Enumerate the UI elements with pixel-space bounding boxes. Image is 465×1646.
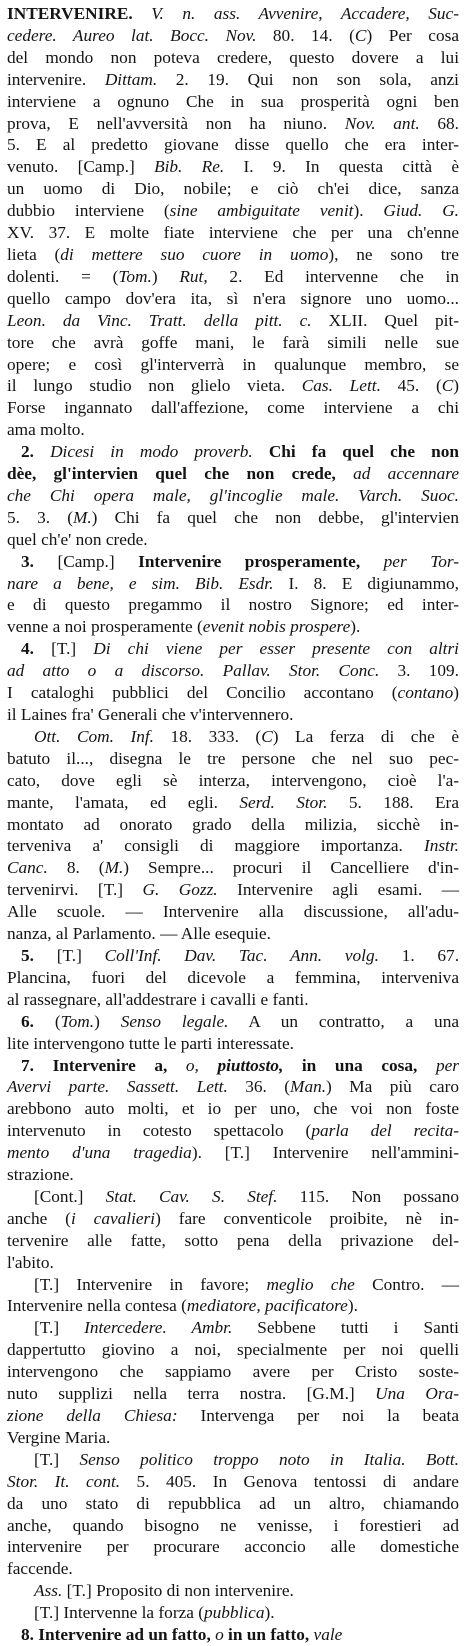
- text-run: ) Ma più caro: [326, 1077, 459, 1097]
- sense-7-favor: [7, 1274, 459, 1318]
- text-run: Plancina, fuori del dicevole a femmina, interveniva: [7, 967, 459, 987]
- text-run: ). [T.] Intervenire nell'ammini-: [191, 1143, 459, 1163]
- text-run: C: [261, 726, 273, 746]
- text-run: dèe, gl'intervien quel che non crede,: [7, 464, 336, 484]
- text-run: ), ne sono tre: [328, 244, 459, 264]
- text-run: 3. 109.: [379, 661, 459, 681]
- text-line: [7, 638, 459, 660]
- text-line: [7, 594, 459, 616]
- text-line: [7, 1515, 459, 1537]
- text-run: in una cosa,: [283, 1055, 418, 1075]
- text-run: [T.] Intervenire in favore;: [34, 1274, 267, 1294]
- text-run: che Chi opera male, gl'incoglie male. Varch. Suoc.: [7, 485, 459, 505]
- text-line: [7, 923, 459, 945]
- sense-7-intercede: [7, 1317, 459, 1448]
- text-line: [7, 441, 459, 463]
- text-run: e di questo pregammo il nostro Signore; ed inter-: [7, 595, 459, 615]
- text-line: [7, 1164, 459, 1186]
- text-line: [7, 967, 459, 989]
- text-run: V. n. ass. Avvenire, Accadere, Suc-: [151, 4, 459, 23]
- text-line: [7, 113, 459, 135]
- text-run: ) La ferza di che è: [272, 726, 460, 746]
- text-run: cedere. Aureo lat. Bocc. Nov.: [7, 25, 257, 45]
- text-run: Intervenire agli esami. —: [217, 880, 460, 900]
- text-run: Una Ora-: [375, 1384, 460, 1404]
- text-run: nare a bene, e sim. Bib. Esdr.: [7, 573, 274, 593]
- sense-6: [7, 1011, 459, 1055]
- text-run: batuto il..., disegna le tre persone che nel suo pec-: [7, 748, 459, 768]
- text-run: tore che avrà goffe mani, le farà simili nelle sue: [7, 332, 459, 352]
- text-line: [7, 770, 459, 792]
- text-line: [7, 288, 459, 310]
- text-line: [7, 814, 459, 836]
- text-line: [7, 857, 459, 879]
- text-run: dolenti. = (: [7, 266, 119, 286]
- text-run: 115. Non possano: [277, 1186, 460, 1206]
- text-run: M.: [104, 858, 124, 878]
- text-run: 2.: [21, 442, 51, 462]
- text-line: [7, 748, 459, 770]
- text-run: I. 9. In questa città è: [224, 157, 460, 177]
- text-line: [7, 682, 459, 704]
- text-line: [7, 134, 459, 156]
- text-line: [7, 1252, 459, 1274]
- text-run: XLII. Quel pit-: [311, 310, 460, 330]
- text-run: 45. (: [380, 376, 442, 396]
- text-run: prova, E nell'avversità non ha niuno.: [7, 113, 345, 133]
- text-line: [7, 485, 459, 507]
- text-run: piuttosto,: [217, 1055, 284, 1075]
- text-run: Canc.: [7, 858, 48, 878]
- text-line: [7, 178, 459, 200]
- text-run: lite intervengono tutte le parti interessate.: [7, 1033, 294, 1053]
- text-run: quel ch'e' non crede.: [7, 529, 148, 549]
- text-run: Intervenire nella contesa (: [7, 1296, 187, 1316]
- text-run: Stor. It. cont.: [7, 1471, 121, 1491]
- text-run: Avervi parte. Sassett. Lett.: [7, 1077, 228, 1097]
- text-run: 8. (: [47, 858, 105, 878]
- text-run: G. Gozz.: [142, 880, 218, 900]
- text-line: [7, 726, 459, 748]
- text-line: [7, 91, 459, 113]
- text-line: [7, 1142, 459, 1164]
- text-line: [7, 200, 459, 222]
- text-run: Instr.: [423, 836, 459, 856]
- text-run: di mettere suo cuore in uomo: [60, 244, 329, 264]
- text-run: 18. 333. (: [153, 726, 262, 746]
- text-run: tervenirvi. [T.]: [7, 880, 143, 900]
- sense-3: [7, 551, 459, 639]
- text-line: [7, 1076, 459, 1098]
- text-run: anche (: [7, 1208, 71, 1228]
- text-run: o: [210, 1625, 229, 1645]
- text-line: [7, 879, 459, 901]
- text-line: [7, 47, 459, 69]
- text-run: ad atto o a discorso. Pallav. Stor. Conc.: [7, 661, 380, 681]
- text-run: INTERVENIRE.: [7, 4, 133, 23]
- text-run: dubbio interviene (: [7, 201, 170, 221]
- text-line: [7, 69, 459, 91]
- text-run: Di chi viene per esser presente con altri: [93, 639, 459, 659]
- text-run: nuto supplizi nella terra nostra. [G.M.]: [7, 1384, 376, 1404]
- text-run: ): [151, 266, 180, 286]
- text-run: Chi fa quel che non: [252, 442, 459, 462]
- text-run: C: [354, 25, 367, 45]
- text-run: 36. (: [227, 1077, 291, 1097]
- text-line: [7, 332, 459, 354]
- text-run: arebbono auto molti, et io per uno, che voi non foste: [7, 1099, 459, 1119]
- text-run: 5. 405. In Genova tentossi di andare: [120, 1471, 459, 1491]
- text-run: [T.]: [56, 945, 105, 965]
- text-run: ) Sempre... procuri il Cancelliere d'in-: [123, 858, 459, 878]
- sense-7-absolute: [7, 1580, 459, 1602]
- text-run: dappertutto giovino a noi, specialmente per noi quelli: [7, 1340, 459, 1360]
- text-run: mento d'una tragedia: [7, 1143, 192, 1163]
- text-line: [7, 616, 459, 638]
- text-line: [7, 1536, 459, 1558]
- text-run: M.: [72, 507, 92, 527]
- text-line: [7, 463, 459, 485]
- text-line: [7, 529, 459, 551]
- text-run: al rassegnare, all'addestrare i cavalli e fanti.: [7, 989, 309, 1009]
- text-run: parla del recita-: [311, 1121, 459, 1141]
- text-line: [7, 419, 459, 441]
- text-run: Tom.: [118, 266, 152, 286]
- text-line: [7, 266, 459, 288]
- sense-5: [7, 945, 459, 1011]
- text-line: [7, 397, 459, 419]
- text-run: [Camp.]: [57, 551, 139, 571]
- text-line: [7, 704, 459, 726]
- text-line: [7, 1602, 459, 1624]
- text-run: del mondo non poteva credere, questo dovere a lui: [7, 47, 459, 67]
- text-line: [7, 835, 459, 857]
- sense-7-force: [7, 1602, 459, 1624]
- text-run: Coll'Inf. Dav. Tac. Ann. volg.: [104, 945, 379, 965]
- text-line: [7, 1033, 459, 1055]
- text-run: Intervenga per noi la beata: [177, 1406, 459, 1425]
- entry-intro: [7, 3, 459, 441]
- text-run: il lungo studio non glielo vieta.: [7, 376, 302, 396]
- text-run: [T.]: [51, 639, 94, 659]
- text-run: Senso politico troppo noto in Italia. Bott.: [79, 1449, 459, 1469]
- text-run: un uomo di Dio, nobile; e ciò ch'ei dice, sanza: [7, 179, 459, 199]
- text-line: [7, 1011, 459, 1033]
- text-line: [7, 1405, 459, 1427]
- text-run: Giud. G.: [383, 201, 460, 221]
- text-run: sine ambiguitate venit: [169, 201, 354, 221]
- text-run: Dittam.: [104, 69, 158, 89]
- text-line: [7, 1580, 459, 1602]
- text-run: [133, 4, 152, 23]
- sense-4-citations: [7, 726, 459, 945]
- text-run: ) Chi fa quel che non debbe, gl'intervien: [91, 507, 459, 527]
- text-run: meglio che: [266, 1274, 355, 1294]
- text-run: [T.] Intervenne la forza (: [34, 1603, 204, 1623]
- text-run: [T.]: [34, 1449, 80, 1469]
- text-run: intervenire per procurare acconcio alle domestiche: [7, 1537, 459, 1557]
- text-run: Ott. Com. Inf.: [34, 726, 154, 746]
- text-line: [7, 354, 459, 376]
- text-run: 5. 3. (: [7, 507, 73, 527]
- text-run: faccende.: [7, 1559, 73, 1579]
- text-run: da uno stato di repubblica ad un altro, chiamando: [7, 1493, 459, 1513]
- text-run: Contro. —: [354, 1274, 459, 1294]
- text-line: [7, 1208, 459, 1230]
- text-run: Stat. Cav. S. Stef.: [105, 1186, 278, 1206]
- text-run: ): [94, 1011, 121, 1031]
- sense-7-political: [7, 1449, 459, 1580]
- text-line: [7, 901, 459, 923]
- text-run: ama molto.: [7, 420, 85, 440]
- text-run: C: [441, 376, 454, 396]
- text-line: [7, 1055, 459, 1077]
- text-run: cato, dove egli sè interza, intervengono, cioè l'a-: [7, 770, 459, 790]
- text-run: Alle scuole. — Intervenire alla discussione, all'adu-: [7, 902, 459, 922]
- text-run: mante, l'amata, ed egli.: [7, 792, 240, 812]
- text-line: [7, 1624, 459, 1646]
- text-line: [7, 945, 459, 967]
- text-run: 5.: [21, 945, 57, 965]
- text-line: [7, 310, 459, 332]
- text-line: [7, 1427, 459, 1449]
- text-run: ).: [347, 1296, 358, 1316]
- text-line: [7, 1471, 459, 1493]
- text-run: ).: [353, 201, 384, 221]
- text-line: [7, 1493, 459, 1515]
- text-run: venne a noi prosperamente (: [7, 617, 203, 637]
- text-run: intervenire.: [7, 69, 105, 89]
- text-run: il Laines fra' Generali che v'intervennero.: [7, 705, 294, 724]
- text-run: Intervenire prosperamente,: [138, 551, 361, 571]
- text-run: Tom.: [60, 1011, 95, 1031]
- text-line: [7, 3, 459, 25]
- text-run: Intercedere. Ambr.: [84, 1318, 233, 1338]
- text-run: 68.: [419, 113, 459, 133]
- text-run: XV. 37. E molte fiate interviene che per una ch'enne: [7, 223, 459, 243]
- text-run: ).: [264, 1603, 275, 1623]
- sense-2: [7, 441, 459, 551]
- text-run: ) Per cosa: [366, 25, 459, 45]
- text-run: Forse ingannato dall'affezione, come interviene a chi: [7, 398, 459, 418]
- text-line: [7, 989, 459, 1011]
- text-run: ) fare conventicole proibite, nè in-: [155, 1208, 460, 1228]
- text-run: strazione.: [7, 1165, 74, 1185]
- text-run: Ass.: [34, 1581, 63, 1601]
- text-run: Leon. da Vinc. Tratt. della pitt. c.: [7, 310, 312, 330]
- text-run: [T.] Proposito di non intervenire.: [62, 1581, 294, 1601]
- text-line: [7, 1361, 459, 1383]
- text-run: 1. 67.: [378, 945, 460, 965]
- text-run: per Tor-: [360, 551, 459, 571]
- text-run: Cas. Lett.: [301, 376, 381, 396]
- text-line: [7, 1449, 459, 1471]
- sense-7-statute: [7, 1186, 459, 1274]
- text-line: [7, 1558, 459, 1580]
- text-run: intervengono che sappiamo avere per Cristo soste-: [7, 1362, 459, 1382]
- text-run: venuto. [Camp.]: [7, 157, 155, 177]
- text-line: [7, 551, 459, 573]
- text-line: [7, 1295, 459, 1317]
- text-run: l'abito.: [7, 1252, 54, 1272]
- text-run: in un fatto,: [228, 1625, 310, 1645]
- text-run: mediatore, pacificatore: [186, 1296, 348, 1316]
- text-run: [Cont.]: [34, 1186, 106, 1206]
- text-line: [7, 156, 459, 178]
- text-line: [7, 792, 459, 814]
- text-run: ).: [350, 617, 361, 637]
- text-line: [7, 573, 459, 595]
- dictionary-page: [7, 3, 460, 1645]
- text-run: vale: [309, 1625, 343, 1645]
- text-line: [7, 222, 459, 244]
- text-line: [7, 1339, 459, 1361]
- text-line: [7, 1230, 459, 1252]
- text-run: Bib. Re.: [154, 157, 225, 177]
- sense-4: [7, 638, 459, 726]
- text-run: lieta (: [7, 244, 61, 264]
- text-run: 4.: [21, 639, 52, 659]
- text-run: Man.: [290, 1077, 327, 1097]
- text-run: 5. E al predetto giovane disse quello che era inter-: [7, 135, 459, 155]
- text-run: per: [417, 1055, 459, 1075]
- text-run: intervenuto in cotesto spettacolo (: [7, 1121, 312, 1141]
- text-run: zione della Chiesa:: [7, 1406, 178, 1425]
- text-line: [7, 1120, 459, 1142]
- text-run: A un contratto, a una: [228, 1011, 459, 1031]
- text-run: Vergine Maria.: [7, 1427, 111, 1447]
- text-run: Rut,: [179, 266, 208, 286]
- text-line: [7, 1098, 459, 1120]
- text-line: [7, 1317, 459, 1339]
- text-line: [7, 507, 459, 529]
- text-run: 80. 14. (: [256, 25, 355, 45]
- text-run: 6.: [21, 1011, 55, 1031]
- text-run: 3.: [21, 551, 58, 571]
- text-run: tervenire alle fatte, sotto pena della privazione del-: [7, 1230, 459, 1250]
- text-line: [7, 25, 459, 47]
- text-run: o,: [167, 1055, 218, 1075]
- text-run: Senso legale.: [120, 1011, 229, 1031]
- text-run: montato ad onorato grado della milizia, sicchè in-: [7, 814, 459, 834]
- text-run: I cataloghi pubblici del Concilio accontano (: [7, 683, 398, 703]
- sense-8: [7, 1624, 459, 1646]
- text-run: 8. Intervenire ad un fatto,: [21, 1625, 211, 1645]
- text-run: nanza, al Parlamento. — Alle esequie.: [7, 924, 271, 944]
- text-run: Serd. Stor.: [239, 792, 328, 812]
- text-run: evenit nobis prospere: [202, 617, 351, 637]
- text-run: terveniva a' consigli di maggiore importanza.: [7, 836, 424, 856]
- text-run: anche, quando bisogno ne venisse, i forestieri ad: [7, 1515, 459, 1535]
- text-run: 2. 19. Qui non son sola, anzi: [157, 69, 459, 89]
- text-run: 5. 188. Era: [327, 792, 459, 812]
- text-run: ad accennare: [335, 464, 460, 484]
- text-run: interviene a ognuno Che in sua prosperità ogni ben: [7, 91, 459, 111]
- text-run: Nov. ant.: [344, 113, 420, 133]
- sense-7: [7, 1055, 459, 1186]
- text-run: [T.]: [34, 1318, 85, 1338]
- text-line: [7, 660, 459, 682]
- text-run: Sebbene tutti i Santi: [232, 1318, 459, 1338]
- text-run: ): [453, 683, 459, 703]
- text-run: opere; e così gl'interverrà in qualunque membro, se: [7, 354, 459, 374]
- text-line: [7, 244, 459, 266]
- text-run: pubblica: [204, 1603, 265, 1623]
- text-run: 2. Ed intervenne che in: [207, 266, 459, 286]
- text-line: [7, 1186, 459, 1208]
- text-run: i cavalieri: [70, 1208, 156, 1228]
- text-line: [7, 1383, 459, 1405]
- text-line: [7, 1274, 459, 1296]
- text-run: (: [54, 1011, 61, 1031]
- text-run: ): [453, 376, 459, 396]
- text-run: contano: [397, 683, 454, 703]
- text-run: I. 8. E digiunammo,: [273, 573, 460, 593]
- text-run: quello campo dov'era ita, sì n'era signore uno uomo...: [7, 288, 459, 308]
- text-line: [7, 375, 459, 397]
- text-run: Dicesi in modo proverb.: [50, 442, 253, 462]
- text-run: 7. Intervenire a,: [21, 1055, 168, 1075]
